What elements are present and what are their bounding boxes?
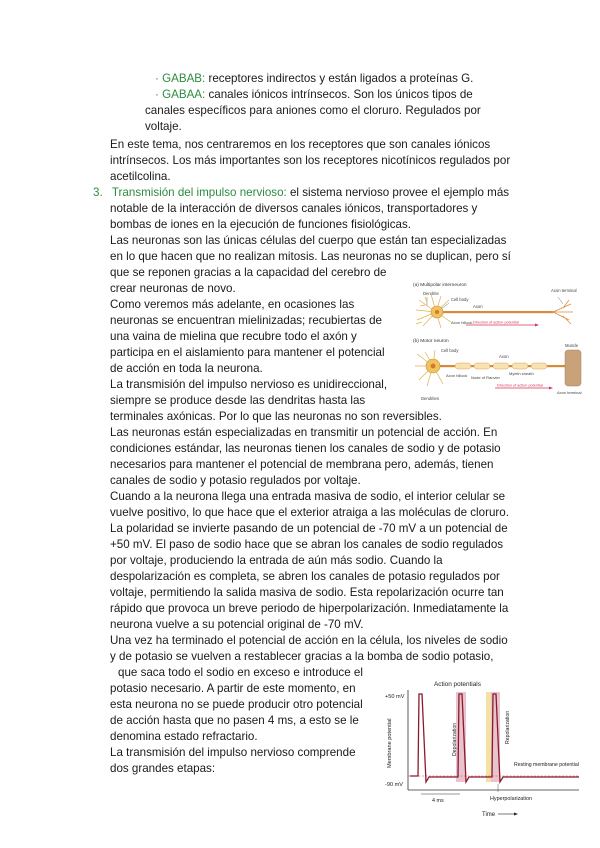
gabaa-line2: canales específicos para aniones como el cloruro. Regulados por bbox=[145, 104, 481, 117]
body-line: participa en el aislamiento para mantener el potencial bbox=[110, 346, 385, 359]
ap-y-bottom: -90 mV bbox=[385, 782, 404, 788]
section3-number: 3. bbox=[93, 186, 103, 199]
body-line: potasio necesario. A partir de este momento, en bbox=[110, 682, 356, 695]
para-tema-line: acetilcolina. bbox=[110, 170, 171, 183]
action-potential-figure bbox=[374, 676, 586, 820]
body-line: rápido que provoca un breve periodo de hiperpolarización. Inmediatamente la bbox=[110, 602, 509, 615]
bullet-dot: · bbox=[155, 88, 163, 101]
neuron-hillock-b: Axon hillock bbox=[446, 373, 468, 378]
body-line: voltaje, permitiendo la salida masiva de sodio. Esta repolarización ocurre tan bbox=[110, 586, 504, 599]
neuron-dendrite-a: Dendrite bbox=[423, 291, 439, 296]
ap-interval: 4 ms bbox=[432, 798, 444, 804]
body-line: vuelve positivo, lo que hace que el exterior atraiga a las moléculas de cloruro. bbox=[110, 506, 509, 519]
ap-ylabel: Membrane potential bbox=[387, 718, 393, 768]
body-line: +50 mV. El paso de sodio hace que se abran los canales de sodio regulados bbox=[110, 538, 504, 551]
gabab-term: GABAB: bbox=[162, 72, 206, 85]
neuron-axon-a: Axon bbox=[473, 304, 483, 309]
gabaa-text: canales iónicos intrínsecos. Son los únicos tipos de bbox=[205, 88, 473, 101]
body-line: La polaridad se invierte pasando de un potencial de -70 mV a un potencial de bbox=[110, 522, 508, 535]
section3-line: notable de la interacción de diversos canales iónicos, transportadores y bbox=[110, 202, 478, 215]
body-line: que saca todo el sodio en exceso e introduce el bbox=[118, 666, 363, 679]
body-line: La transmisión del impulso nervioso comprende bbox=[110, 746, 356, 759]
body-line: en lo que hacen que no realizan mitosis. Las neuronas no se duplican, pero sí bbox=[110, 250, 511, 263]
body-line: La transmisión del impulso nervioso es unidireccional, bbox=[110, 378, 388, 391]
body-line: Cuando a la neurona llega una entrada masiva de sodio, el interior celular se bbox=[110, 490, 506, 503]
section3-title: Transmisión del impulso nervioso: bbox=[111, 186, 287, 199]
ap-depol: Depolarization bbox=[452, 722, 458, 756]
body-line: por voltaje, produciendo la entrada de aún más sodio. Cuando la bbox=[110, 554, 443, 567]
neuron-label-b: (b) Motor neuron bbox=[413, 339, 449, 344]
para-tema-line: intrínsecos. Los más importantes son los receptores nicotínicos regulados por bbox=[110, 154, 511, 167]
body-line: terminales axónicas. Por lo que las neuronas no son reversibles. bbox=[110, 410, 442, 423]
section3-heading bbox=[93, 185, 509, 201]
body-line: Como veremos más adelante, en ocasiones las bbox=[110, 298, 355, 311]
list-item-gabab bbox=[155, 71, 473, 87]
body-line: neurona vuelve a su potencial original de -70 mV. bbox=[110, 618, 364, 631]
body-line: Una vez ha terminado el potencial de acción en la célula, los niveles de sodio bbox=[110, 634, 508, 647]
gabab-text: receptores indirectos y están ligados a proteínas G. bbox=[205, 72, 474, 85]
section3-line: bombas de iones en la ejecución de funciones fisiológicas. bbox=[110, 218, 411, 231]
neuron-direction-b: Direction of action potential bbox=[497, 383, 543, 388]
neuron-direction-a: Direction of action potential bbox=[473, 320, 519, 325]
neuron-terminal-a: Axon terminal bbox=[551, 288, 577, 293]
ap-repol: Repolarization bbox=[505, 710, 511, 744]
neuron-dendrites-b: Dendrites bbox=[421, 396, 439, 401]
para-tema-line: En este tema, nos centraremos en los receptores que son canales iónicos bbox=[110, 138, 491, 151]
neuron-cellbody-b: Cell body bbox=[441, 348, 459, 353]
body-line: denomina estado refractario. bbox=[110, 730, 258, 743]
neuron-figure bbox=[411, 280, 586, 402]
muscle-block bbox=[565, 350, 581, 386]
neuron-axon-b: Axon bbox=[499, 354, 509, 359]
body-line: despolarización es completa, se abren los canales de potasio regulados por bbox=[110, 570, 500, 583]
body-line: Las neuronas están especializadas en transmitir un potencial de acción. En bbox=[110, 426, 498, 439]
neuron-muscle: Muscle bbox=[565, 343, 579, 348]
gabaa-line3: voltaje. bbox=[145, 120, 182, 133]
body-line: una vaina de mielina que recubre todo el axón y bbox=[110, 330, 357, 343]
interneuron-axon bbox=[443, 311, 553, 313]
repol-highlight bbox=[486, 692, 491, 782]
motor-nucleus bbox=[431, 364, 436, 369]
body-line: condiciones estándar, las neuronas tienen los canales de sodio y de potasio bbox=[110, 442, 501, 455]
neuron-cellbody-a: Cell body bbox=[451, 297, 469, 302]
ap-y-top: +50 mV bbox=[385, 694, 405, 700]
bullet-dot: · bbox=[155, 72, 163, 85]
body-line: neuronas se encuentran mielinizadas; recubiertas de bbox=[110, 314, 382, 327]
interneuron-terminal bbox=[553, 300, 573, 324]
ap-resting: Resting membrane potential bbox=[514, 762, 579, 768]
ap-xlabel: Time bbox=[482, 812, 496, 818]
body-line: Las neuronas son las únicas células del cuerpo que están tan especializadas bbox=[110, 234, 507, 247]
body-line: de acción hasta que no pasen 4 ms, a esto se le bbox=[110, 714, 359, 727]
body-line: necesarios para mantener el potencial de membrana pero, además, tienen bbox=[110, 458, 494, 471]
myelin-segments bbox=[455, 363, 547, 369]
ap-title: Action potentials bbox=[434, 681, 481, 688]
neuron-hillock-a: Axon hillock bbox=[451, 320, 473, 325]
gabaa-term: GABAA: bbox=[162, 88, 206, 101]
body-line: esta neurona no se puede producir otro potencial bbox=[110, 698, 363, 711]
interneuron-nucleus bbox=[435, 310, 439, 314]
neuron-terminal-b: Axon terminal bbox=[557, 390, 582, 395]
body-line: dos grandes etapas: bbox=[110, 762, 216, 775]
body-line: de acción en toda la neurona. bbox=[110, 362, 263, 375]
neuron-node: Node of Ranvier bbox=[471, 375, 500, 380]
body-line: que se reponen gracias a la capacidad del cerebro de bbox=[110, 266, 387, 279]
body-line: siempre se produce desde las dendritas hasta las bbox=[110, 394, 366, 407]
section3-line1: el sistema nervioso provee el ejemplo más bbox=[286, 186, 510, 199]
body-line: y de potasio se vuelven a restablecer gracias a la bomba de sodio potasio, bbox=[110, 650, 494, 663]
neuron-label-a: (a) Multipolar interneuron bbox=[413, 283, 467, 288]
list-item-gabaa bbox=[155, 87, 473, 103]
body-line: crear neuronas de novo. bbox=[110, 282, 236, 295]
neuron-myelin: Myelin sheath bbox=[509, 371, 534, 376]
body-line: canales de sodio y potasio regulados por voltaje. bbox=[110, 474, 361, 487]
ap-hyper: Hyperpolarization bbox=[490, 796, 532, 802]
